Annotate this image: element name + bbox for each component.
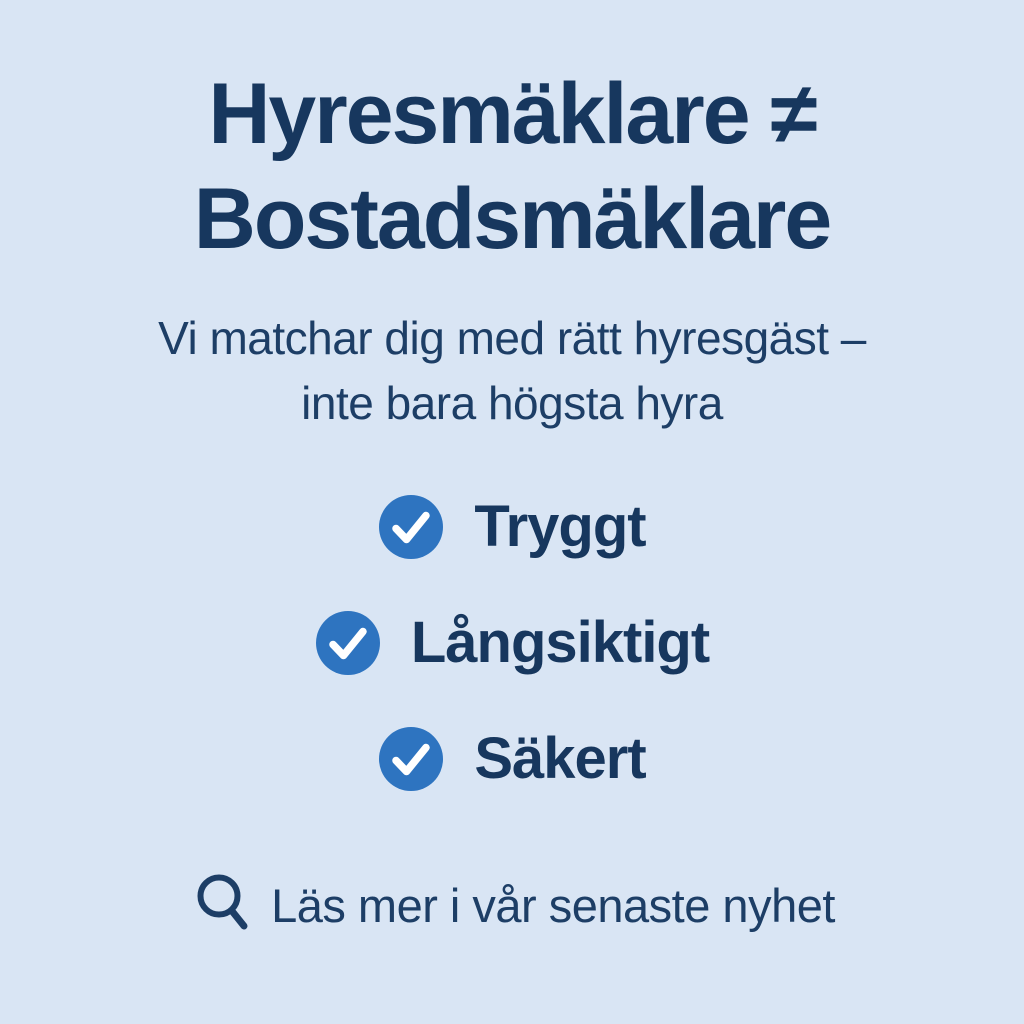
benefit-label: Tryggt	[474, 494, 646, 560]
benefit-label: Långsiktigt	[410, 610, 710, 676]
benefit-item-langsiktigt	[315, 610, 709, 676]
check-circle-icon	[315, 610, 381, 676]
title-line-1: Hyresmäklare ≠	[208, 66, 816, 162]
footer-text: Läs mer i vår senaste nyhet	[271, 878, 835, 932]
title-line-2: Bostadsmäklare	[193, 170, 831, 267]
subtitle-line-1: Vi matchar dig med rätt hyresgäst –	[158, 311, 866, 364]
benefit-item-tryggt	[378, 494, 645, 560]
subtitle	[158, 306, 866, 437]
check-circle-icon	[378, 726, 444, 792]
subtitle-line-2: inte bara högsta hyra	[301, 377, 723, 430]
read-more-cta[interactable]	[189, 868, 835, 942]
benefit-label: Säkert	[474, 726, 646, 792]
benefits-list	[315, 494, 709, 792]
check-circle-icon	[378, 494, 444, 560]
benefit-item-sakert	[378, 726, 645, 792]
magnifier-icon	[189, 868, 263, 942]
page-title	[194, 62, 830, 272]
